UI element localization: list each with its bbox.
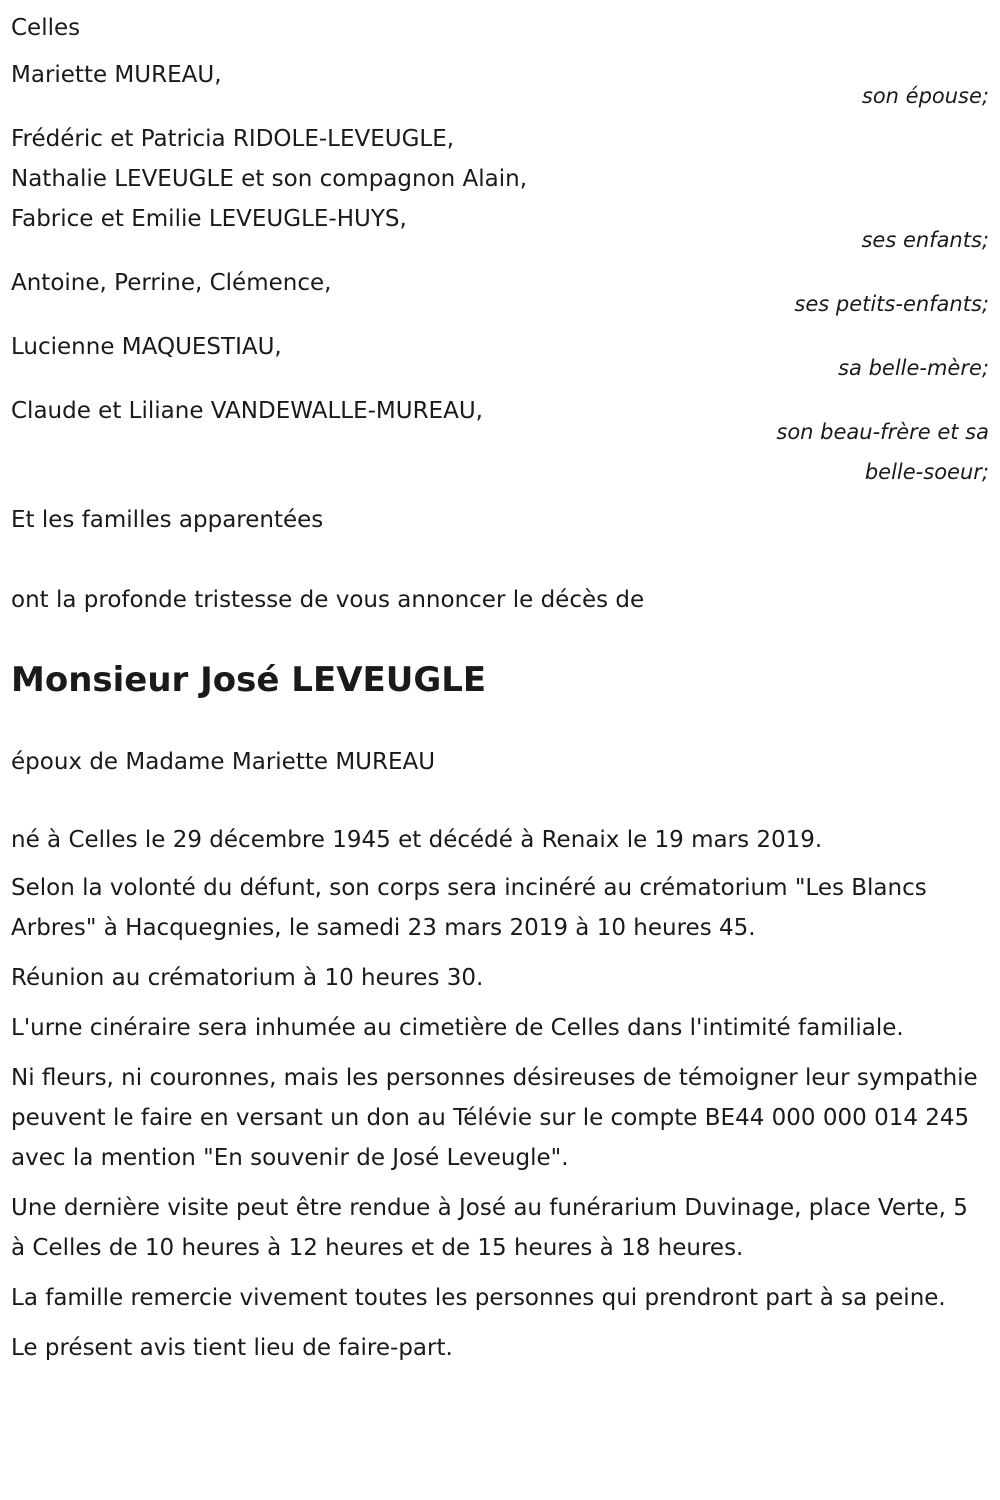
family-member: Fabrice et Emilie LEVEUGLE-HUYS,: [11, 206, 407, 232]
family-relation: ses enfants;: [861, 228, 989, 252]
family-relation: ses petits-enfants;: [794, 292, 989, 316]
notice-paragraph: Le présent avis tient lieu de faire-part.: [11, 1335, 453, 1361]
family-member: Antoine, Perrine, Clémence,: [11, 270, 332, 296]
family-relation: son épouse;: [861, 84, 989, 108]
family-list: [11, 55, 989, 492]
place-line: Celles: [11, 15, 81, 41]
death-notice: [11, 8, 989, 1378]
related-families-line: Et les familles apparentées: [11, 507, 324, 533]
family-member: Lucienne MAQUESTIAU,: [11, 334, 282, 360]
notice-details: [11, 820, 989, 1368]
family-group-spouse: [11, 55, 989, 116]
family-relation: son beau-frère et sa belle-soeur;: [776, 420, 989, 484]
family-member: Nathalie LEVEUGLE et son compagnon Alain,: [11, 166, 528, 192]
family-group-in-laws: [11, 391, 989, 492]
family-relation: sa belle-mère;: [838, 356, 989, 380]
spouse-line: époux de Madame Mariette MUREAU: [11, 749, 436, 775]
family-group-children: [11, 119, 989, 260]
thanks-paragraph: La famille remercie vivement toutes les personnes qui prendront part à sa peine.: [11, 1285, 946, 1311]
family-group-mother-in-law: [11, 327, 989, 388]
announcement-line: ont la profonde tristesse de vous annoncer le décès de: [11, 587, 645, 613]
deceased-name: Monsieur José LEVEUGLE: [11, 660, 487, 700]
family-member: Mariette MUREAU,: [11, 62, 222, 88]
meeting-paragraph: Réunion au crématorium à 10 heures 30.: [11, 965, 484, 991]
visit-paragraph: Une dernière visite peut être rendue à José au funérarium Duvinage, place Verte, 5 à Celles de 10 heures à 12 heures et de 15 heures à 18 heures.: [11, 1195, 968, 1261]
cremation-paragraph: Selon la volonté du défunt, son corps sera incinéré au crématorium "Les Blancs Arbres" à Hacquegnies, le samedi 23 mars 2019 à 10 heures 45.: [11, 875, 927, 941]
urn-paragraph: L'urne cinéraire sera inhumée au cimetière de Celles dans l'intimité familiale.: [11, 1015, 904, 1041]
family-group-grandchildren: [11, 263, 989, 324]
donation-paragraph: Ni fleurs, ni couronnes, mais les personnes désireuses de témoigner leur sympathie peuvent le faire en versant un don au Télévie sur le compte BE44 000 000 014 245 avec la mention "En souvenir de José Leveugle".: [11, 1065, 978, 1171]
family-member: Frédéric et Patricia RIDOLE-LEVEUGLE,: [11, 126, 455, 152]
family-member: Claude et Liliane VANDEWALLE-MUREAU,: [11, 398, 483, 424]
birth-death-paragraph: né à Celles le 29 décembre 1945 et décédé à Renaix le 19 mars 2019.: [11, 827, 823, 853]
